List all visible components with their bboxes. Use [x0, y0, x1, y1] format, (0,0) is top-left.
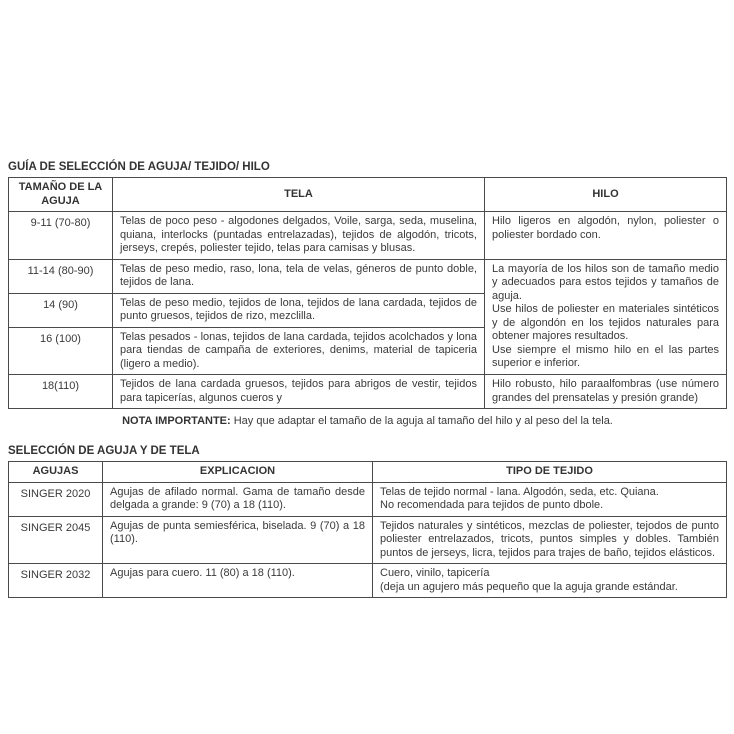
important-note-label: NOTA IMPORTANTE: [122, 415, 231, 427]
tela-cell: Telas de poco peso - algodones delgados, Voile, sarga, seda, muselina, quiana, interlocks (puntadas entrelazadas), tejidos de algodón, tricots, jerseys, crepés, poliester tejido, telas para camisas y blusas. [113, 212, 485, 260]
aguja-model-cell: SINGER 2045 [9, 516, 103, 564]
selection-title: SELECCIÓN DE AGUJA Y DE TELA [8, 445, 200, 457]
needle-size-cell: 11-14 (80-90) [9, 259, 113, 293]
header-hilo: HILO [485, 178, 727, 212]
tipo-tejido-cell [373, 516, 727, 564]
table-row [9, 259, 727, 293]
tela-cell: Telas pesados - lonas, tejidos de lana cardada, tejidos acolchados y lona para tiendas de campaña de exteriores, denims, material de tapiceria (ligero a medio). [113, 327, 485, 375]
tela-cell: Telas de peso medio, raso, lona, tela de velas, géneros de punto doble, tejidos de lana. [113, 259, 485, 293]
table-row [9, 516, 727, 564]
hilo-merged-cell [485, 259, 727, 375]
needle-fabric-thread-table [8, 177, 727, 409]
tipo-tejido-line-2: No recomendada para tejidos de punto dbole. [380, 499, 604, 511]
table-row [9, 375, 727, 409]
tipo-tejido-cell [373, 482, 727, 516]
tipo-tejido-cell [373, 564, 727, 598]
tipo-tejido-line-1: Tejidos naturales y sintéticos, mezclas de poliester, tejodos de punto poliester entrelazados, tricots, puntos simples y dobles. También puntos de jerseys, licra, tejidos para trajes de baño, tejidos elásticos. [380, 519, 719, 559]
table-row [9, 212, 727, 260]
hilo-merged-line-2: Use hilos de poliester en materiales sintéticos y de algondón en los tejidos naturales para obtener majores resultados. [492, 303, 719, 342]
needle-size-cell: 14 (90) [9, 293, 113, 327]
tela-cell: Tejidos de lana cardada gruesos, tejidos para abrigos de vestir, tejidos para tapicerías, algunos cueros y [113, 375, 485, 409]
header-needle-size: TAMAÑO DE LA AGUJA [9, 178, 113, 212]
header-tela: TELA [113, 178, 485, 212]
explicacion-cell: Agujas para cuero. 11 (80) a 18 (110). [103, 564, 373, 598]
important-note-text: Hay que adaptar el tamaño de la aguja al tamaño del hilo y al peso del la tela. [230, 415, 613, 427]
table-header-row [9, 462, 727, 483]
hilo-merged-line-1: La mayoría de los hilos son de tamaño medio y adecuados para estos tejidos y tamaños de aguja. [492, 262, 719, 302]
hilo-merged-line-3: Use siempre el mismo hilo en el las partes superior e inferior. [492, 343, 719, 369]
tipo-tejido-line-1: Cuero, vinilo, tapicería [380, 567, 490, 579]
needle-selection-table [8, 461, 727, 598]
hilo-cell: Hilo ligeros en algodón, nylon, poliester o poliester bordado con. [485, 212, 727, 260]
table-header-row [9, 178, 727, 212]
guide-title: GUÍA DE SELECCIÓN DE AGUJA/ TEJIDO/ HILO [8, 161, 270, 173]
aguja-model-cell: SINGER 2020 [9, 482, 103, 516]
header-explicacion: EXPLICACION [103, 462, 373, 483]
header-tipo-tejido: TIPO DE TEJIDO [373, 462, 727, 483]
tela-cell: Telas de peso medio, tejidos de lona, tejidos de lana cardada, tejidos de punto gruesos, tejidos de rizo, mezclilla. [113, 293, 485, 327]
table-row [9, 564, 727, 598]
needle-size-cell: 16 (100) [9, 327, 113, 375]
page-content [8, 161, 727, 598]
tipo-tejido-line-2: (deja un agujero más pequeño que la aguja grande estándar. [380, 580, 678, 593]
aguja-model-cell: SINGER 2032 [9, 564, 103, 598]
tipo-tejido-line-1: Telas de tejido normal - lana. Algodón, seda, etc. Quiana. [380, 485, 659, 498]
explicacion-cell: Agujas de punta semiesférica, biselada. 9 (70) a 18 (110). [103, 516, 373, 564]
important-note [8, 415, 727, 428]
explicacion-cell: Agujas de afilado normal. Gama de tamaño desde delgada a grande: 9 (70) a 18 (110). [103, 482, 373, 516]
table-row [9, 482, 727, 516]
hilo-cell: Hilo robusto, hilo paraalfombras (use número grandes del prensatelas y presión grande) [485, 375, 727, 409]
needle-size-cell: 9-11 (70-80) [9, 212, 113, 260]
header-agujas: AGUJAS [9, 462, 103, 483]
needle-size-cell: 18(110) [9, 375, 113, 409]
